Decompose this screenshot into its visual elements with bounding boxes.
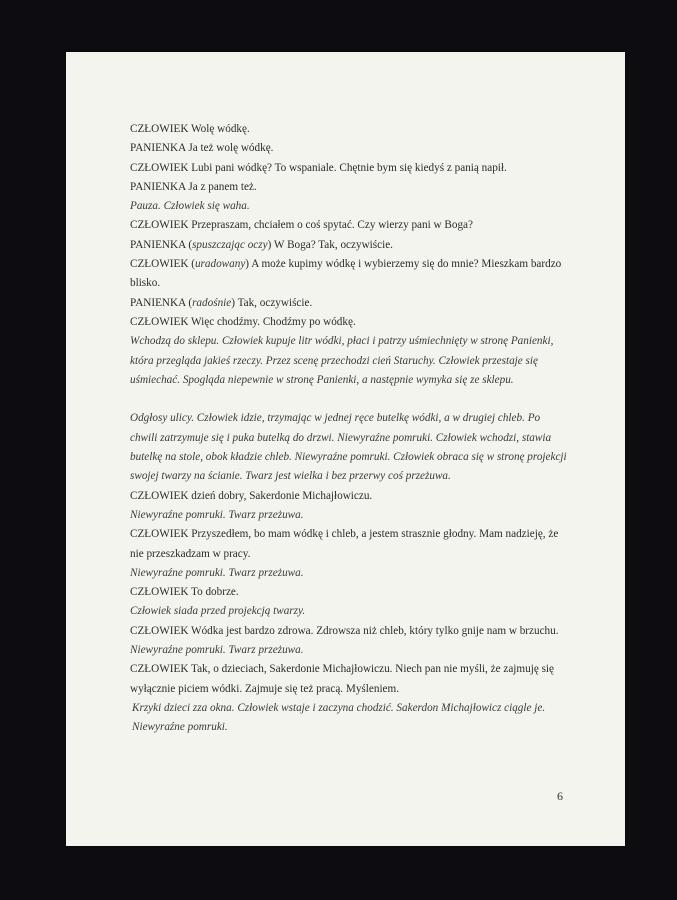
speaker: CZŁOWIEK [130,489,189,502]
speech: Lubi pani wódkę? To wspaniale. Chętnie bym się kiedyś z panią napił. [188,161,507,174]
speaker: PANIENKA [130,296,186,309]
stage-direction: Niewyraźne pomruki. Twarz przeżuwa. [130,566,304,579]
dialogue-line: CZŁOWIEK (uradowany) A może kupimy wódkę i wybierzemy się do mnie? Mieszkam bardzo blisko. [130,258,562,290]
stage-direction: Krzyki dzieci zza okna. Człowiek wstaje i zaczyna chodzić. Sakerdon Michajłowicz ciągle je. Niewyraźne pomruki. [132,701,546,734]
dialogue-line [130,178,570,197]
speech: Wolę wódkę. [188,123,250,135]
dialogue-line [130,159,570,178]
section-break [130,390,570,409]
speaker: PANIENKA [130,142,186,155]
speech: W Boga? Tak, oczywiście. [271,238,393,251]
stage-direction: Pauza. Człowiek się waha. [130,200,250,213]
dialogue-line [130,525,570,564]
speech: Tak, oczywiście. [234,296,313,309]
speech: Ja z panem też. [185,180,257,193]
speech: Wódka jest bardzo zdrowa. Zdrowsza niż chleb, który tylko gnije nam w brzuchu. [188,624,559,637]
script-page [66,52,625,846]
stage-direction: Wchodzą do sklepu. Człowiek kupuje litr wódki, płaci i patrzy uśmiechnięty w stronę Panienki, która przegląda jakieś rzeczy. Przez scenę przechodzi cień Staruchy. Człowiek przestaje się uśmiechać. Spogląda niepewnie w stronę Panienki, a następnie wymyka się ze sklepu. [130,335,554,386]
speech: Przyszedłem, bo mam wódkę i chleb, a jestem strasznie głodny. Mam nadzieję, że nie przeszkadzam w pracy. [130,528,559,560]
speech: Przepraszam, chciałem o coś spytać. Czy wierzy pani w Boga? [188,219,473,232]
speaker: CZŁOWIEK [130,123,189,135]
speaker: CZŁOWIEK [130,315,189,328]
speech: dzień dobry, Sakerdonie Michajłowiczu. [188,489,373,502]
speaker: PANIENKA [130,238,186,251]
dialogue-line: PANIENKA (spuszczając oczy) W Boga? Tak, oczywiście. [130,238,393,251]
dialogue-line [130,120,570,139]
stage-direction: Człowiek siada przed projekcją twarzy. [130,605,306,618]
dialogue-line [130,313,570,332]
speech: Tak, o dzieciach, Sakerdonie Michajłowiczu. Niech pan nie myśli, że zajmuję się wyłącznie piciem wódki. Zajmuje się też pracą. Myśleniem. [130,663,555,695]
script-body [130,120,570,738]
speech: Więc chodźmy. Chodźmy po wódkę. [188,315,356,328]
dialogue-line: PANIENKA (radośnie) Tak, oczywiście. [130,296,313,309]
stage-direction: Niewyraźne pomruki. Twarz przeżuwa. [130,644,304,657]
speech: To dobrze. [188,586,239,599]
dialogue-line [130,139,570,158]
parenthetical: uradowany [194,258,246,271]
speaker: CZŁOWIEK [130,219,189,232]
speaker: CZŁOWIEK [130,258,189,271]
stage-direction: Niewyraźne pomruki. Twarz przeżuwa. [130,508,304,521]
speaker: CZŁOWIEK [130,161,189,174]
page-number: 6 [557,789,563,803]
stage-direction: Odgłosy ulicy. Człowiek idzie, trzymając w jednej ręce butelkę wódki, a w drugiej chleb. Po chwili zatrzymuje się i puka butelką do drzwi. Niewyraźne pomruki. Człowiek wchodzi, stawia butelkę na stole, obok kładzie chleb. Niewyraźne pomruki. Człowiek obraca się w stronę projekcji swojej twarzy na ścianie. Twarz jest wielka i bez przerwy coś przeżuwa. [130,412,567,483]
dialogue-line [130,487,570,506]
speaker: CZŁOWIEK [130,586,189,599]
speech: Ja też wolę wódkę. [185,142,274,155]
parenthetical: spuszczając oczy [192,238,268,251]
dialogue-line [130,660,570,699]
dialogue-line [130,216,570,235]
speaker: CZŁOWIEK [130,624,189,637]
dialogue-line [130,622,570,641]
parenthetical: radośnie [192,296,232,309]
speaker: PANIENKA [130,180,186,193]
speaker: CZŁOWIEK [130,663,189,676]
speech: A może kupimy wódkę i wybierzemy się do mnie? Mieszkam bardzo blisko. [130,258,562,290]
dialogue-line [130,583,570,602]
speaker: CZŁOWIEK [130,528,189,541]
